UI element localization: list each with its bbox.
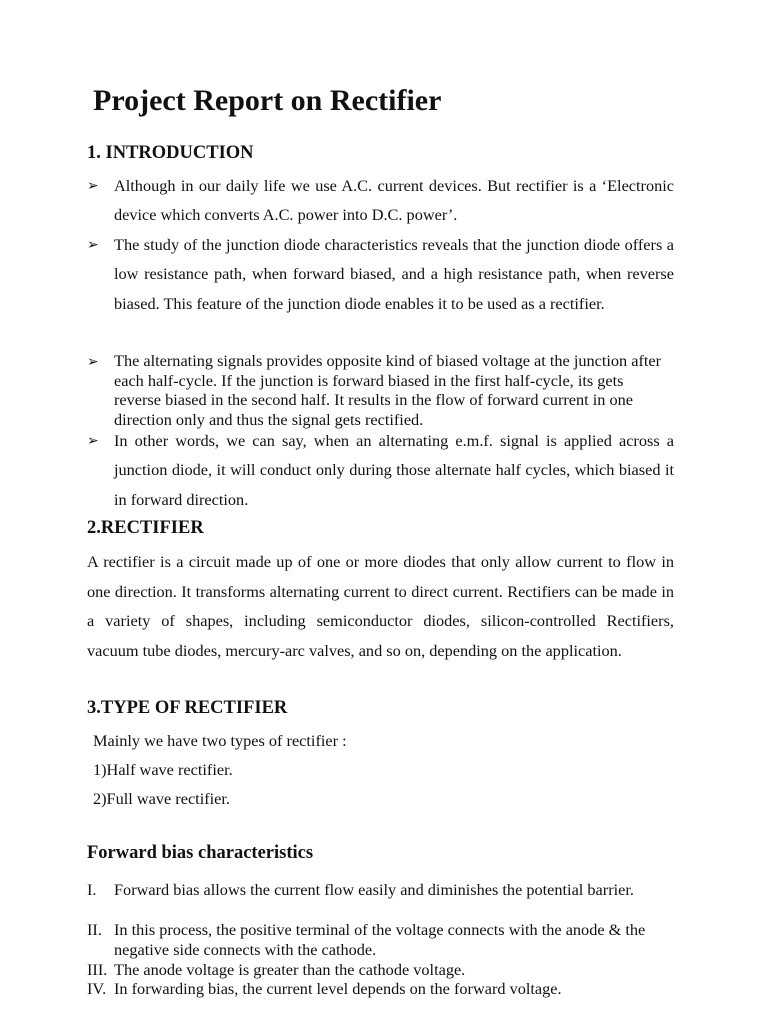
section-heading-introduction: 1. INTRODUCTION <box>87 143 254 163</box>
type-item-half-wave: 1)Half wave rectifier. <box>93 760 233 779</box>
forward-bias-heading: Forward bias characteristics <box>87 843 314 863</box>
rectifier-paragraph: A rectifier is a circuit made up of one or more diodes that only allow current to flow in one direction. It transforms alternating current to direct current. Rectifiers can be made in a variety of shapes, including semiconductor diodes, silicon-controlled Rectifiers, vacuum tube diodes, mercury-arc valves, and so on, depending on the application. <box>87 552 674 660</box>
arrowhead-bullet-icon: ➢ <box>87 354 99 370</box>
types-intro: Mainly we have two types of rectifier : <box>93 731 347 750</box>
forward-bias-item-text: In this process, the positive terminal of the voltage connects with the anode & the negative side connects with the cathode. <box>114 920 646 959</box>
roman-numeral: II. <box>87 920 102 939</box>
forward-bias-item-text: In forwarding bias, the current level depends on the forward voltage. <box>114 979 562 998</box>
roman-numeral: III. <box>87 960 108 979</box>
intro-bullet-text: In other words, we can say, when an alternating e.m.f. signal is applied across a junction diode, it will conduct only during those alternate half cycles, which biased it in forward direction. <box>114 431 674 509</box>
arrowhead-bullet-icon: ➢ <box>87 237 99 253</box>
type-item-full-wave: 2)Full wave rectifier. <box>93 789 230 808</box>
arrowhead-bullet-icon: ➢ <box>87 178 99 194</box>
roman-numeral: I. <box>87 880 97 899</box>
intro-bullet-text: The alternating signals provides opposite kind of biased voltage at the junction after each half-cycle. If the junction is forward biased in the first half-cycle, its gets reverse biased in the second half. It results in the flow of forward current in one direction only and thus the signal gets rectified. <box>114 351 662 430</box>
arrowhead-bullet-icon: ➢ <box>87 433 99 449</box>
document-title: Project Report on Rectifier <box>93 84 442 117</box>
section-heading-types: 3.TYPE OF RECTIFIER <box>87 698 288 718</box>
forward-bias-item-text: Forward bias allows the current flow easily and diminishes the potential barrier. <box>114 880 634 899</box>
section-heading-rectifier: 2.RECTIFIER <box>87 518 204 538</box>
intro-bullet-text: The study of the junction diode characteristics reveals that the junction diode offers a low resistance path, when forward biased, and a high resistance path, when reverse biased. This feature of the junction diode enables it to be used as a rectifier. <box>114 235 674 313</box>
intro-bullet-text: Although in our daily life we use A.C. current devices. But rectifier is a ‘Electronic device which converts A.C. power into D.C. power’. <box>114 176 674 225</box>
roman-numeral: IV. <box>87 979 107 998</box>
forward-bias-item-text: The anode voltage is greater than the cathode voltage. <box>114 960 466 979</box>
